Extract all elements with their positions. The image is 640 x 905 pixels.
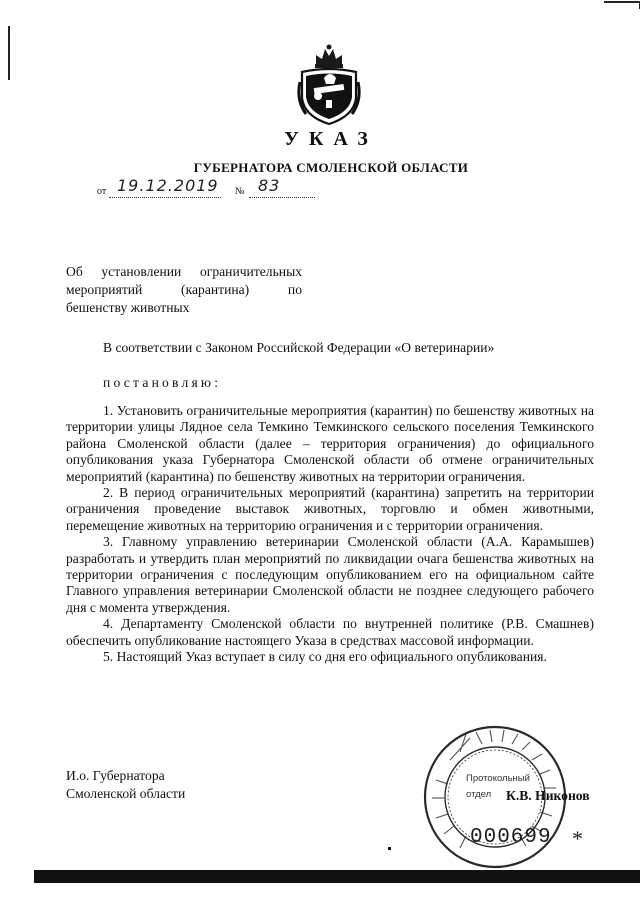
subject-line-2: мероприятий (карантина) по (66, 282, 302, 297)
signatory-role (66, 767, 185, 803)
paragraph-1: 1. Установить ограничительные мероприятия (карантин) по бешенству животных на территории улицы Лядное села Темкино Темкинского сельского поселения Темкинского района Смоленской области (далее – территория ограничения) до официального опубликования указа Губернатора Смоленской области об отмене ограничительных мероприятий (карантина) по бешенству животных на территории ограничения. (66, 403, 594, 484)
signatory-name: К.В. Никонов (506, 788, 590, 803)
scan-mark-left (8, 26, 10, 80)
handwritten-date: 19.12.2019 (117, 176, 219, 195)
subject-line-3: бешенству животных (66, 300, 190, 315)
paragraph-2: 2. В период ограничительных мероприятий (карантина) запретить на территории ограничения проведение выставок животных, торговлю и обмен животными, перемещение животных на территорию ограничения и с территории ограничения. (66, 485, 594, 533)
paragraph-4: 4. Департаменту Смоленской области по внутренней политике (Р.В. Смашнев) обеспечить опубликование настоящего Указа в средствах массовой информации. (66, 616, 594, 648)
stamp-protocol-line-1: Протокольный (466, 773, 530, 784)
scan-bottom-bar (34, 870, 640, 883)
scan-mark-corner (604, 0, 640, 10)
date-number-line (97, 176, 337, 202)
number-prefix: № (235, 186, 245, 197)
scan-dot (388, 847, 391, 850)
document-title: УКАЗ (284, 128, 378, 150)
paragraph-5: 5. Настоящий Указ вступает в силу со дня его официального опубликования. (103, 649, 547, 665)
coat-of-arms-emblem (296, 42, 362, 128)
registration-number: 000699 (470, 826, 552, 849)
document-subject (66, 263, 302, 317)
date-prefix: от (97, 186, 107, 197)
handwritten-number: 83 (258, 176, 281, 195)
document-body (66, 403, 594, 666)
star-mark: * (572, 826, 583, 851)
signatory-role-line-2: Смоленской области (66, 786, 186, 801)
date-underline (109, 197, 221, 198)
paragraph-3: 3. Главному управлению ветеринарии Смоленской области (А.А. Карамышев) разработать и утвердить план мероприятий по ликвидации очага бешенства животных на территории ограничения с последующим опубликованием его на официальном сайте Главного управления ветеринарии Смоленской области не позднее следующего рабочего дня с момента утверждения. (66, 534, 594, 615)
number-underline (249, 197, 315, 198)
subject-line-1: Об установлении ограничительных (66, 264, 302, 279)
signatory-role-line-1: И.о. Губернатора (66, 768, 165, 783)
legal-basis: В соответствии с Законом Российской Федерации «О ветеринарии» (103, 340, 495, 355)
stamp-protocol-line-2: отдел (466, 789, 492, 800)
decree-word: постановляю: (103, 375, 222, 390)
document-subtitle: ГУБЕРНАТОРА СМОЛЕНСКОЙ ОБЛАСТИ (193, 160, 469, 175)
